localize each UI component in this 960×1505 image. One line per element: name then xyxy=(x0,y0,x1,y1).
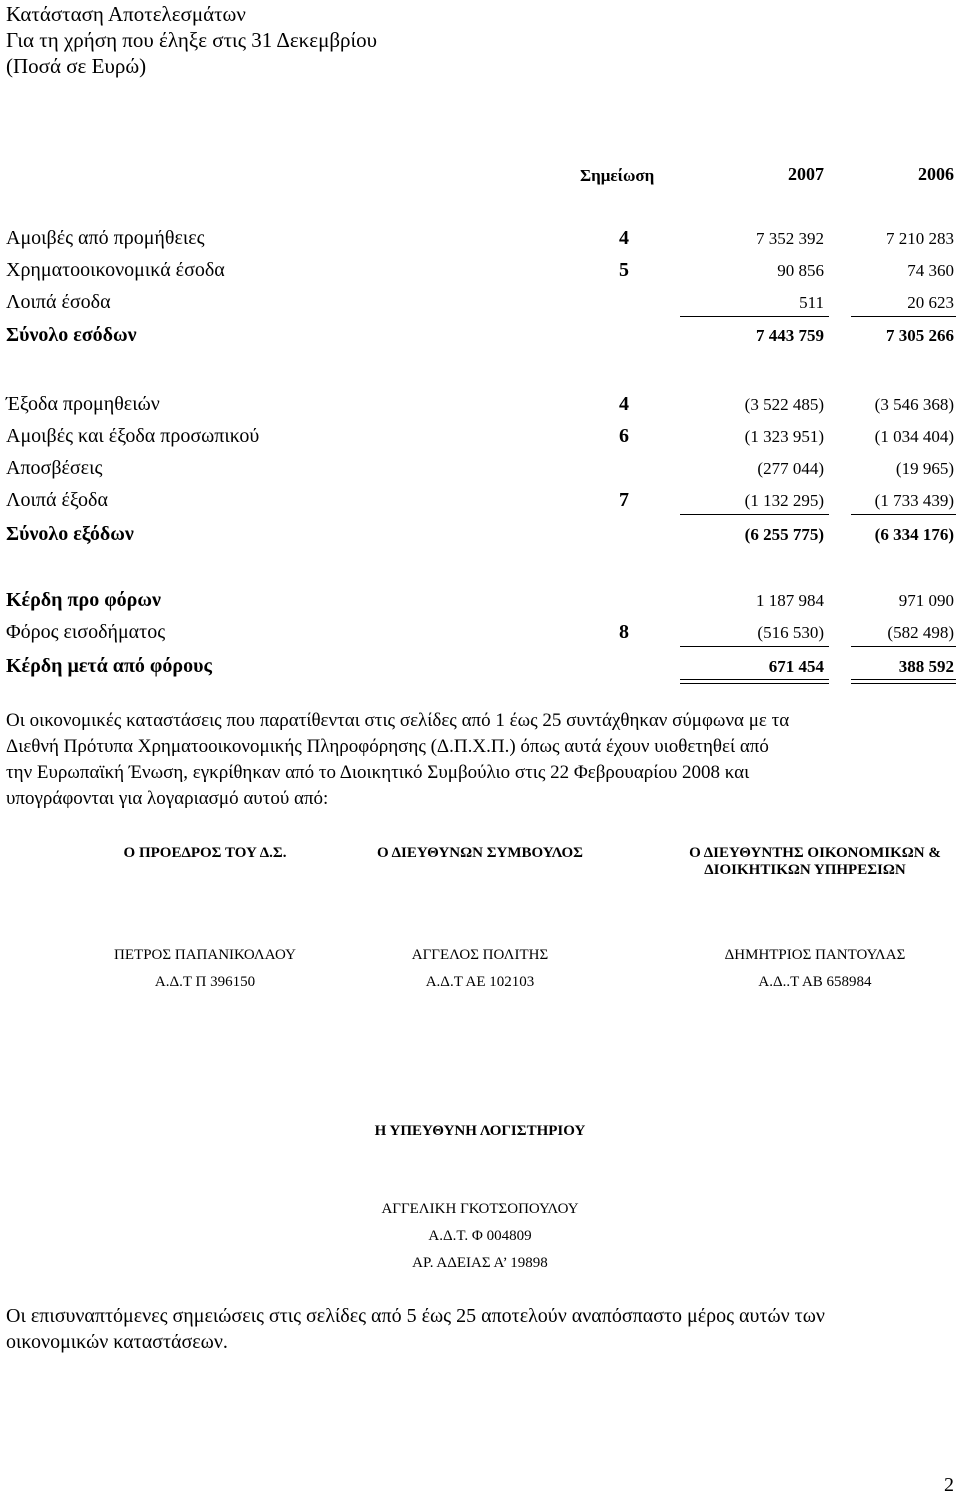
row-label: Έξοδα προμηθειών xyxy=(6,393,160,415)
row-value-2006: 388 592 xyxy=(898,657,954,676)
row-note: 7 xyxy=(619,489,629,511)
row-value-2006: 74 360 xyxy=(907,261,954,280)
row-value-2006: 7 210 283 xyxy=(886,229,954,248)
signatory-role: Ο ΠΡΟΕΔΡΟΣ ΤΟΥ Δ.Σ. xyxy=(123,845,287,861)
row-value-2006: (19 965) xyxy=(895,459,954,478)
row-label: Αμοιβές από προμήθειες xyxy=(6,227,205,249)
row-label: Χρηματοοικονομικά έσοδα xyxy=(6,259,225,281)
signatory-role: Ο ΔΙΕΥΘΥΝΩΝ ΣΥΜΒΟΥΛΟΣ xyxy=(377,845,583,861)
row-value-2007: 1 187 984 xyxy=(756,591,824,610)
row-value-2007: (277 044) xyxy=(757,459,824,478)
total-double-rule-2007 xyxy=(680,679,829,684)
approval-line: Οι οικονομικές καταστάσεις που παρατίθενται στις σελίδες από 1 έως 25 συντάχθηκαν σύμφωνα με τα xyxy=(6,710,790,731)
approval-paragraph xyxy=(6,708,956,812)
subtotal-rule-2006 xyxy=(851,514,956,515)
row-value-2007: 511 xyxy=(799,293,824,312)
row-value-2006: (1 733 439) xyxy=(874,491,954,510)
row-value-2007: 90 856 xyxy=(777,261,824,280)
statement-title: Κατάσταση Αποτελεσμάτων xyxy=(6,2,246,26)
row-value-2006: 7 305 266 xyxy=(886,326,954,345)
signatory-name: ΔΗΜΗΤΡΙΟΣ ΠΑΝΤΟΥΛΑΣ xyxy=(724,947,906,963)
signatory-role: Ο ΔΙΕΥΘΥΝΤΗΣ ΟΙΚΟΝΟΜΙΚΩΝ & xyxy=(689,845,941,861)
row-label: Λοιπά έξοδα xyxy=(6,489,108,511)
row-note: 4 xyxy=(619,393,629,415)
accountant-role: Η ΥΠΕΥΘΥΝΗ ΛΟΓΙΣΤΗΡΙΟΥ xyxy=(374,1123,586,1139)
row-value-2007: (1 323 951) xyxy=(744,427,824,446)
row-label: Κέρδη μετά από φόρους xyxy=(6,655,212,677)
row-note: 8 xyxy=(619,621,629,643)
row-value-2007: 7 352 392 xyxy=(756,229,824,248)
total-double-rule-2006 xyxy=(851,679,956,684)
accountant-name: ΑΓΓΕΛΙΚΗ ΓΚΟΤΣΟΠΟΥΛΟΥ xyxy=(381,1201,579,1217)
footer-note xyxy=(6,1303,956,1355)
column-header-2007: 2007 xyxy=(788,164,824,184)
signatory-id: Α.Δ.Τ Π 396150 xyxy=(154,974,256,990)
row-value-2007: (1 132 295) xyxy=(744,491,824,510)
accountant-license: ΑΡ. ΑΔΕΙΑΣ Α’ 19898 xyxy=(412,1255,548,1271)
signatory-role-line-2: ΔΙΟΙΚΗΤΙΚΩΝ ΥΠΗΡΕΣΙΩΝ xyxy=(704,862,906,878)
row-value-2007: 7 443 759 xyxy=(756,326,824,345)
row-note: 5 xyxy=(619,259,629,281)
row-value-2006: (6 334 176) xyxy=(874,525,954,544)
row-label: Κέρδη προ φόρων xyxy=(6,589,161,611)
row-label: Σύνολο εσόδων xyxy=(6,324,137,346)
accountant-id: Α.Δ.Τ. Φ 004809 xyxy=(428,1228,532,1244)
subtotal-rule-2006 xyxy=(851,646,956,647)
row-value-2006: (3 546 368) xyxy=(874,395,954,414)
subtotal-rule-2007 xyxy=(680,316,829,317)
signatory-id: Α.Δ..Τ ΑΒ 658984 xyxy=(758,974,872,990)
row-label: Λοιπά έσοδα xyxy=(6,291,111,313)
row-label: Σύνολο εξόδων xyxy=(6,523,134,545)
row-value-2007: (6 255 775) xyxy=(744,525,824,544)
currency-note: (Ποσά σε Ευρώ) xyxy=(6,54,147,78)
row-value-2006: (1 034 404) xyxy=(874,427,954,446)
column-header-2006: 2006 xyxy=(918,164,954,184)
row-note: 6 xyxy=(619,425,629,447)
column-header-note: Σημείωση xyxy=(580,166,655,185)
signatory-name: ΠΕΤΡΟΣ ΠΑΠΑΝΙΚΟΛΑΟΥ xyxy=(114,947,296,963)
row-value-2007: 671 454 xyxy=(768,657,824,676)
row-label: Αποσβέσεις xyxy=(6,457,103,479)
subtotal-rule-2006 xyxy=(851,316,956,317)
row-label: Αμοιβές και έξοδα προσωπικού xyxy=(6,425,260,447)
row-value-2006: 971 090 xyxy=(898,591,954,610)
row-note: 4 xyxy=(619,227,629,249)
row-value-2007: (516 530) xyxy=(757,623,824,642)
subtotal-rule-2007 xyxy=(680,514,829,515)
approval-line: την Ευρωπαϊκή Ένωση, εγκρίθηκαν από το Διοικητικό Συμβούλιο στις 22 Φεβρουαρίου 2008 και xyxy=(6,762,750,783)
approval-line: υπογράφονται για λογαριασμό αυτού από: xyxy=(6,788,329,809)
footer-line: Οι επισυναπτόμενες σημειώσεις στις σελίδες από 5 έως 25 αποτελούν αναπόσπαστο μέρος αυτών των xyxy=(6,1305,825,1327)
page-number: 2 xyxy=(944,1474,954,1496)
signatory-id: Α.Δ.Τ ΑΕ 102103 xyxy=(425,974,535,990)
row-value-2007: (3 522 485) xyxy=(744,395,824,414)
signatory-name: ΑΓΓΕΛΟΣ ΠΟΛΙΤΗΣ xyxy=(411,947,549,963)
statement-period: Για τη χρήση που έληξε στις 31 Δεκεμβρίου xyxy=(6,28,378,52)
row-value-2006: 20 623 xyxy=(907,293,954,312)
footer-line: οικονομικών καταστάσεων. xyxy=(6,1331,228,1353)
row-label: Φόρος εισοδήματος xyxy=(6,621,166,643)
approval-line: Διεθνή Πρότυπα Χρηματοοικονομικής Πληροφόρησης (Δ.Π.Χ.Π.) όπως αυτά έχουν υιοθετηθεί από xyxy=(6,736,769,757)
row-value-2006: (582 498) xyxy=(887,623,954,642)
subtotal-rule-2007 xyxy=(680,646,829,647)
